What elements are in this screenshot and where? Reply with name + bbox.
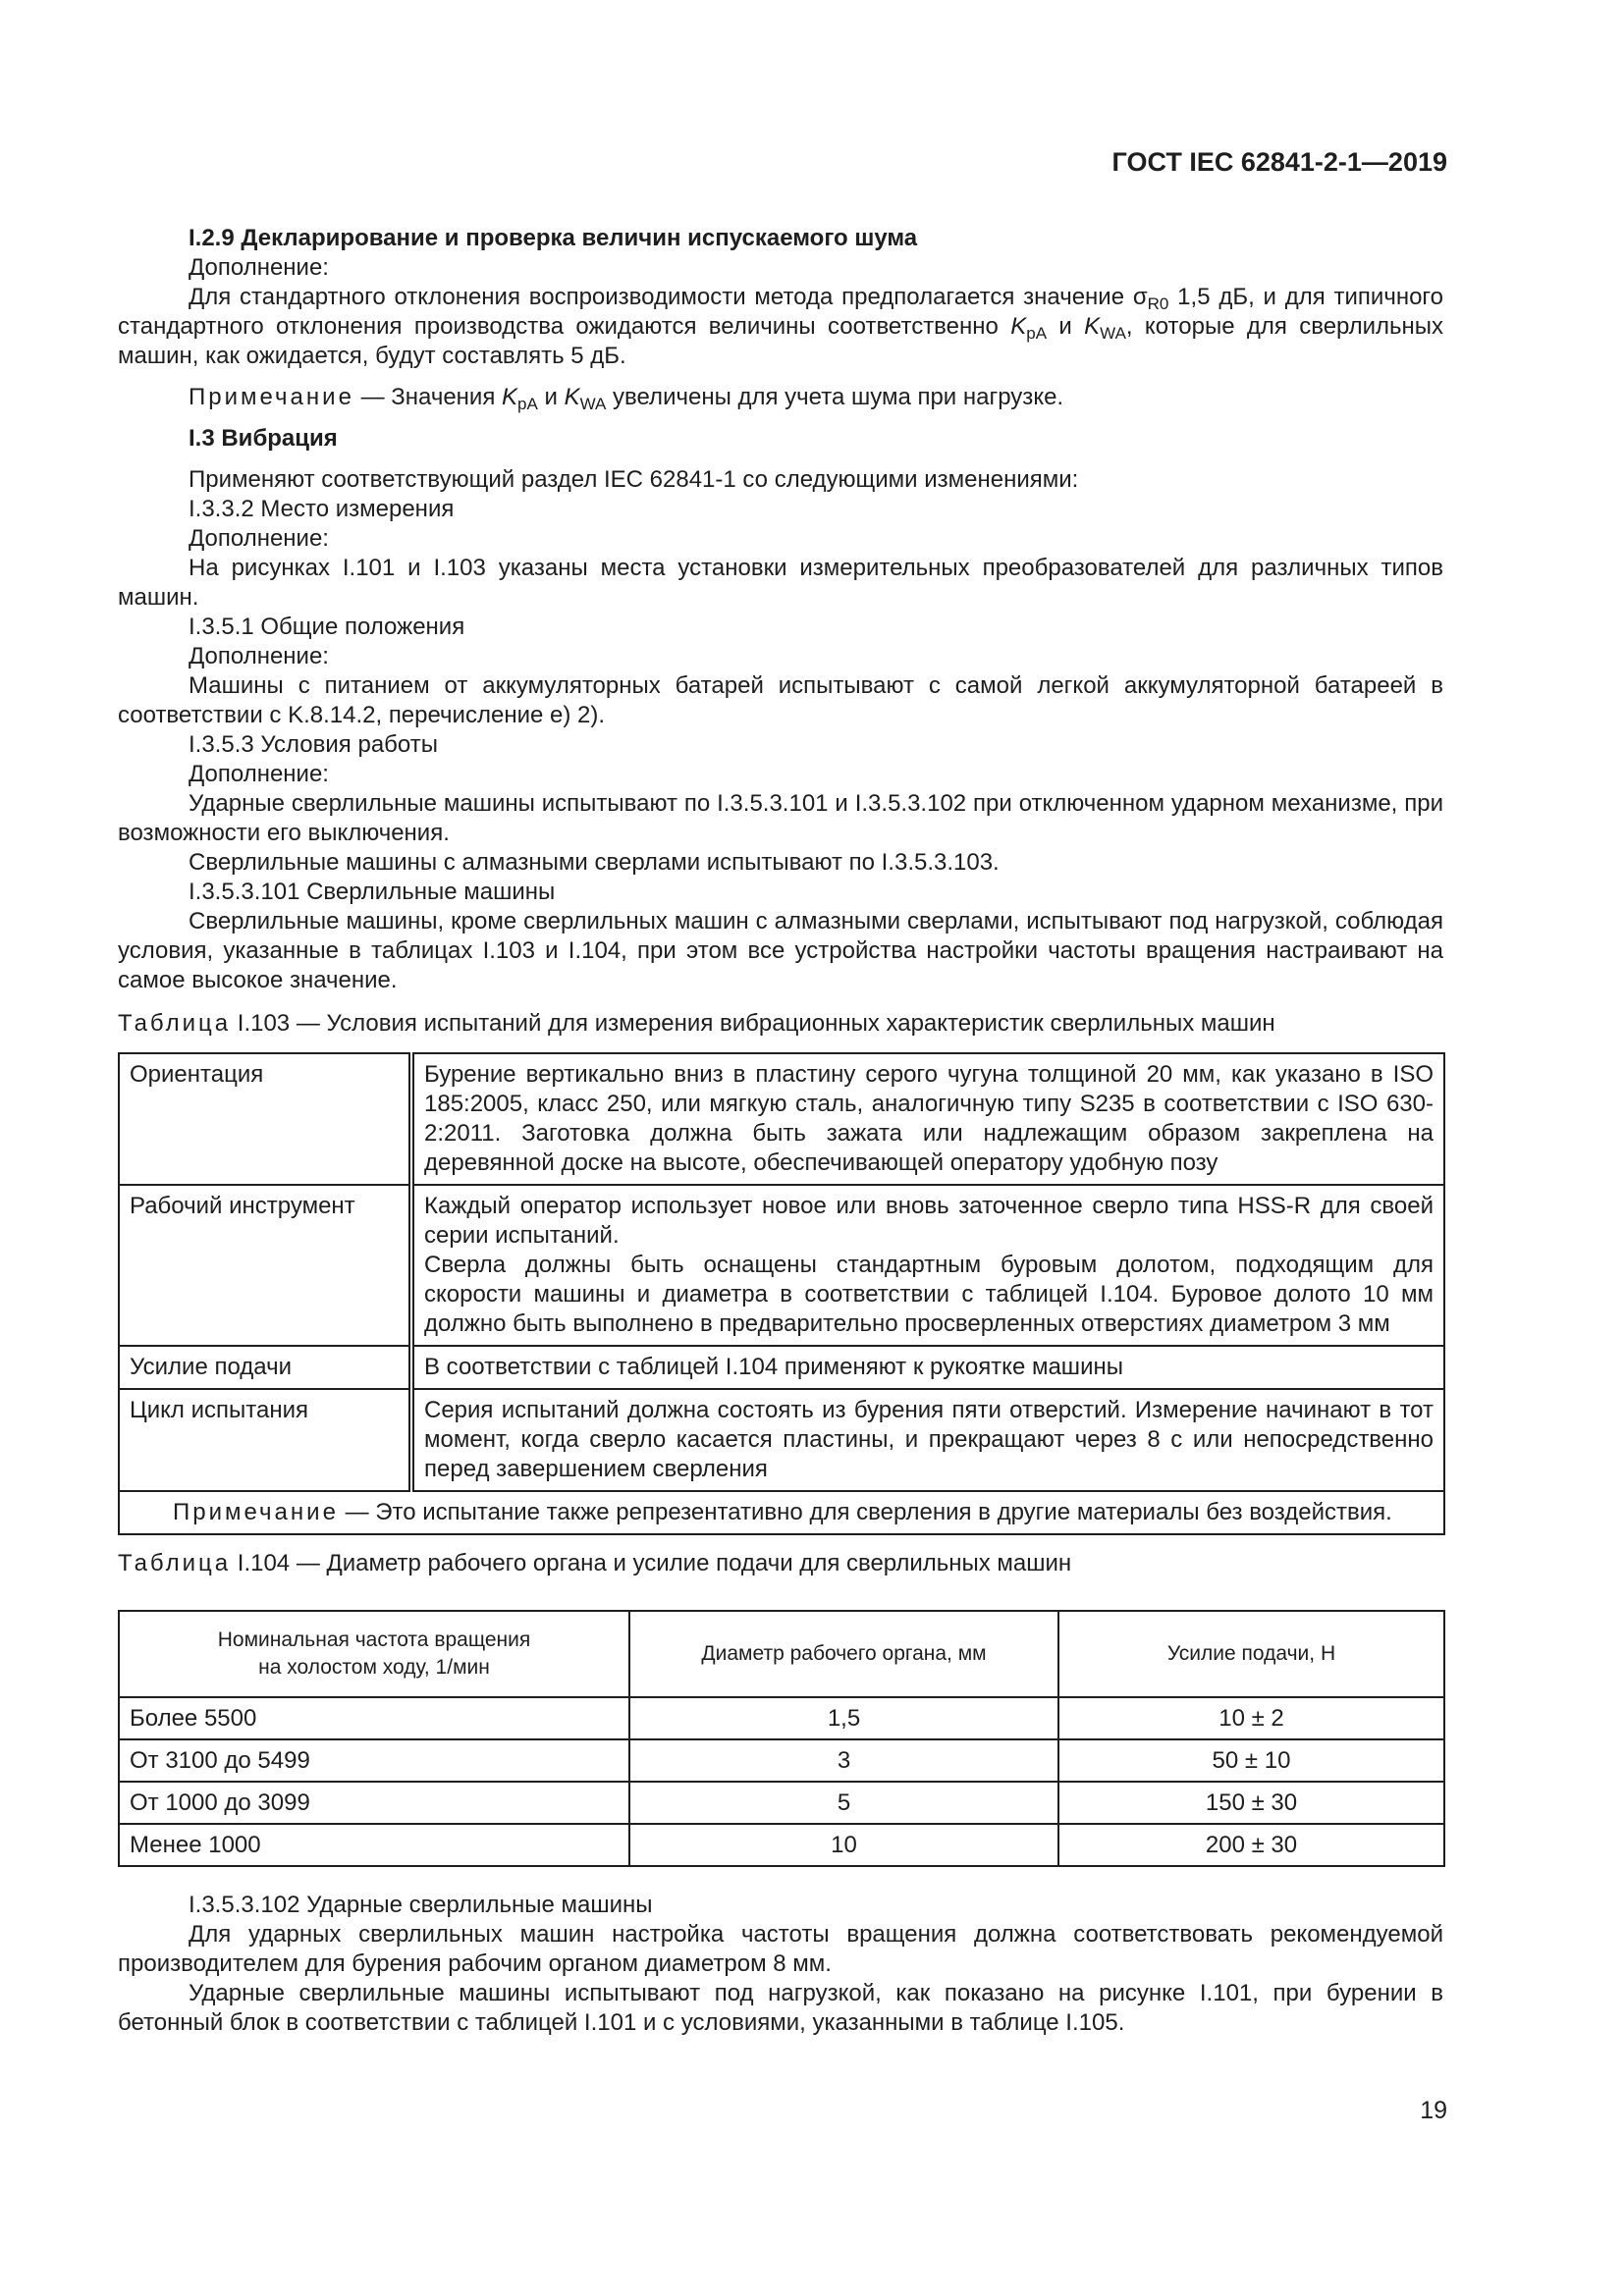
cell-diameter: 3 bbox=[629, 1739, 1058, 1782]
page-content bbox=[118, 224, 1443, 2038]
table-note-row bbox=[119, 1491, 1444, 1534]
column-header-speed: Номинальная частота вращения на холостом ходу, 1/мин bbox=[119, 1611, 629, 1697]
paragraph: Ударные сверлильные машины испытывают под нагрузкой, как показано на рисунке I.101, при бурении в бетонный блок в соответствии с таблицей I.101 и с условиями, указанными в таблице I.105. bbox=[118, 1980, 1443, 2036]
table-103 bbox=[118, 1052, 1445, 1535]
paragraph: На рисунках I.101 и I.103 указаны места установки измерительных преобразователей для различных типов машин. bbox=[118, 555, 1443, 611]
paragraph: Применяют соответствующий раздел IEC 62841-1 со следующими изменениями: bbox=[189, 466, 1079, 493]
cell-force: 200 ± 30 bbox=[1058, 1824, 1444, 1866]
table-row bbox=[119, 1824, 1444, 1866]
row-label: Цикл испытания bbox=[119, 1389, 411, 1491]
table-row bbox=[119, 1053, 1444, 1185]
row-text: Серия испытаний должна состоять из бурения пяти отверстий. Измерение начинают в тот момент, когда сверло касается пластины, и прекращают через 8 с или непосредственно перед завершением сверления bbox=[411, 1389, 1444, 1491]
subsection-heading: I.3.5.3.101 Сверлильные машины bbox=[189, 879, 556, 905]
subsection-heading: I.3.3.2 Место измерения bbox=[189, 496, 455, 522]
table-header-row bbox=[119, 1611, 1444, 1697]
table-row bbox=[119, 1697, 1444, 1739]
cell-speed: Менее 1000 bbox=[119, 1824, 629, 1866]
cell-force: 10 ± 2 bbox=[1058, 1697, 1444, 1739]
addition-label: Дополнение: bbox=[189, 254, 329, 281]
table-104 bbox=[118, 1610, 1445, 1867]
table-row bbox=[119, 1346, 1444, 1389]
table-row bbox=[119, 1389, 1444, 1491]
row-text: Каждый оператор использует новое или вновь заточенное сверло типа HSS-R для своей серии испытаний. Сверла должны быть оснащены стандартным буровым долотом, подходящим для скорости машины и диаметра в соответствии с таблицей I.104. Буровое долото 10 мм должно быть выполнено в предварительно просверленных отверстиях диаметром 3 мм bbox=[411, 1185, 1444, 1346]
standard-header: ГОСТ IEC 62841-2-1—2019 bbox=[1111, 147, 1447, 177]
subsection-heading: I.3.5.1 Общие положения bbox=[189, 614, 465, 640]
row-label: Усилие подачи bbox=[119, 1346, 411, 1389]
cell-force: 150 ± 30 bbox=[1058, 1782, 1444, 1824]
addition-label: Дополнение: bbox=[189, 643, 329, 669]
paragraph: Сверлильные машины с алмазными сверлами испытывают по I.3.5.3.103. bbox=[189, 849, 1000, 876]
column-header-force: Усилие подачи, Н bbox=[1058, 1611, 1444, 1697]
table-103-note: Примечание — Это испытание также репрезентативно для сверления в другие материалы без воздействия. bbox=[119, 1491, 1444, 1534]
cell-diameter: 5 bbox=[629, 1782, 1058, 1824]
cell-diameter: 1,5 bbox=[629, 1697, 1058, 1739]
cell-speed: От 1000 до 3099 bbox=[119, 1782, 629, 1824]
paragraph: Ударные сверлильные машины испытывают по I.3.5.3.101 и I.3.5.3.102 при отключенном ударном механизме, при возможности его выключения. bbox=[118, 790, 1443, 846]
page-number: 19 bbox=[1420, 2097, 1447, 2124]
table-row bbox=[119, 1739, 1444, 1782]
subsection-heading: I.3.5.3 Условия работы bbox=[189, 731, 438, 758]
column-header-diameter: Диаметр рабочего органа, мм bbox=[629, 1611, 1058, 1697]
table-row bbox=[119, 1185, 1444, 1346]
section-heading-1-2-9: I.2.9 Декларирование и проверка величин испускаемого шума bbox=[189, 225, 918, 251]
table-103-caption: Таблица I.103 — Условия испытаний для измерения вибрационных характеристик сверлильных машин bbox=[118, 1010, 1275, 1037]
cell-speed: Более 5500 bbox=[119, 1697, 629, 1739]
subsection-heading: I.3.5.3.102 Ударные сверлильные машины bbox=[189, 1892, 653, 1918]
row-text: Бурение вертикально вниз в пластину серого чугуна толщиной 20 мм, как указано в ISO 185:2005, класс 250, или мягкую сталь, аналогичную типу S235 в соответствии с ISO 630-2:2011. Заготовка должна быть зажата или надлежащим образом закреплена на деревянной доске на высоте, обеспечивающей оператору удобную позу bbox=[411, 1053, 1444, 1185]
addition-label: Дополнение: bbox=[189, 525, 329, 552]
cell-speed: От 3100 до 5499 bbox=[119, 1739, 629, 1782]
section-heading-1-3: I.3 Вибрация bbox=[189, 425, 338, 452]
cell-force: 50 ± 10 bbox=[1058, 1739, 1444, 1782]
row-label: Ориентация bbox=[119, 1053, 411, 1185]
noise-paragraph: Для стандартного отклонения воспроизводимости метода предполагается значение $\sigma_{R0}$ 1,5 дБ, и для типичного стандартного отклонения производства ожидаются величины соответственно $K_{pA}$ и $K_{WA}$, которые для сверлильных машин, как ожидается, будут составлять 5 дБ. bbox=[118, 284, 1444, 369]
paragraph: Машины с питанием от аккумуляторных батарей испытывают с самой легкой аккумуляторной батареей в соответствии с K.8.14.2, перечисление е) 2). bbox=[118, 672, 1443, 728]
paragraph: Для ударных сверлильных машин настройка частоты вращения должна соответствовать рекомендуемой производителем для бурения рабочим органом диаметром 8 мм. bbox=[118, 1921, 1443, 1977]
row-text: В соответствии с таблицей I.104 применяют к рукоятке машины bbox=[411, 1346, 1444, 1389]
row-label: Рабочий инструмент bbox=[119, 1185, 411, 1346]
noise-note: Примечание — Значения $K_{pA}$ и $K_{WA}$ увеличены для учета шума при нагрузке. bbox=[189, 384, 1064, 413]
table-104-caption: Таблица I.104 — Диаметр рабочего органа и усилие подачи для сверлильных машин bbox=[118, 1550, 1072, 1576]
table-row bbox=[119, 1782, 1444, 1824]
addition-label: Дополнение: bbox=[189, 761, 329, 787]
cell-diameter: 10 bbox=[629, 1824, 1058, 1866]
paragraph: Сверлильные машины, кроме сверлильных машин с алмазными сверлами, испытывают под нагрузкой, соблюдая условия, указанные в таблицах I.103 и I.104, при этом все устройства настройки частоты вращения настраивают на самое высокое значение. bbox=[118, 908, 1443, 993]
